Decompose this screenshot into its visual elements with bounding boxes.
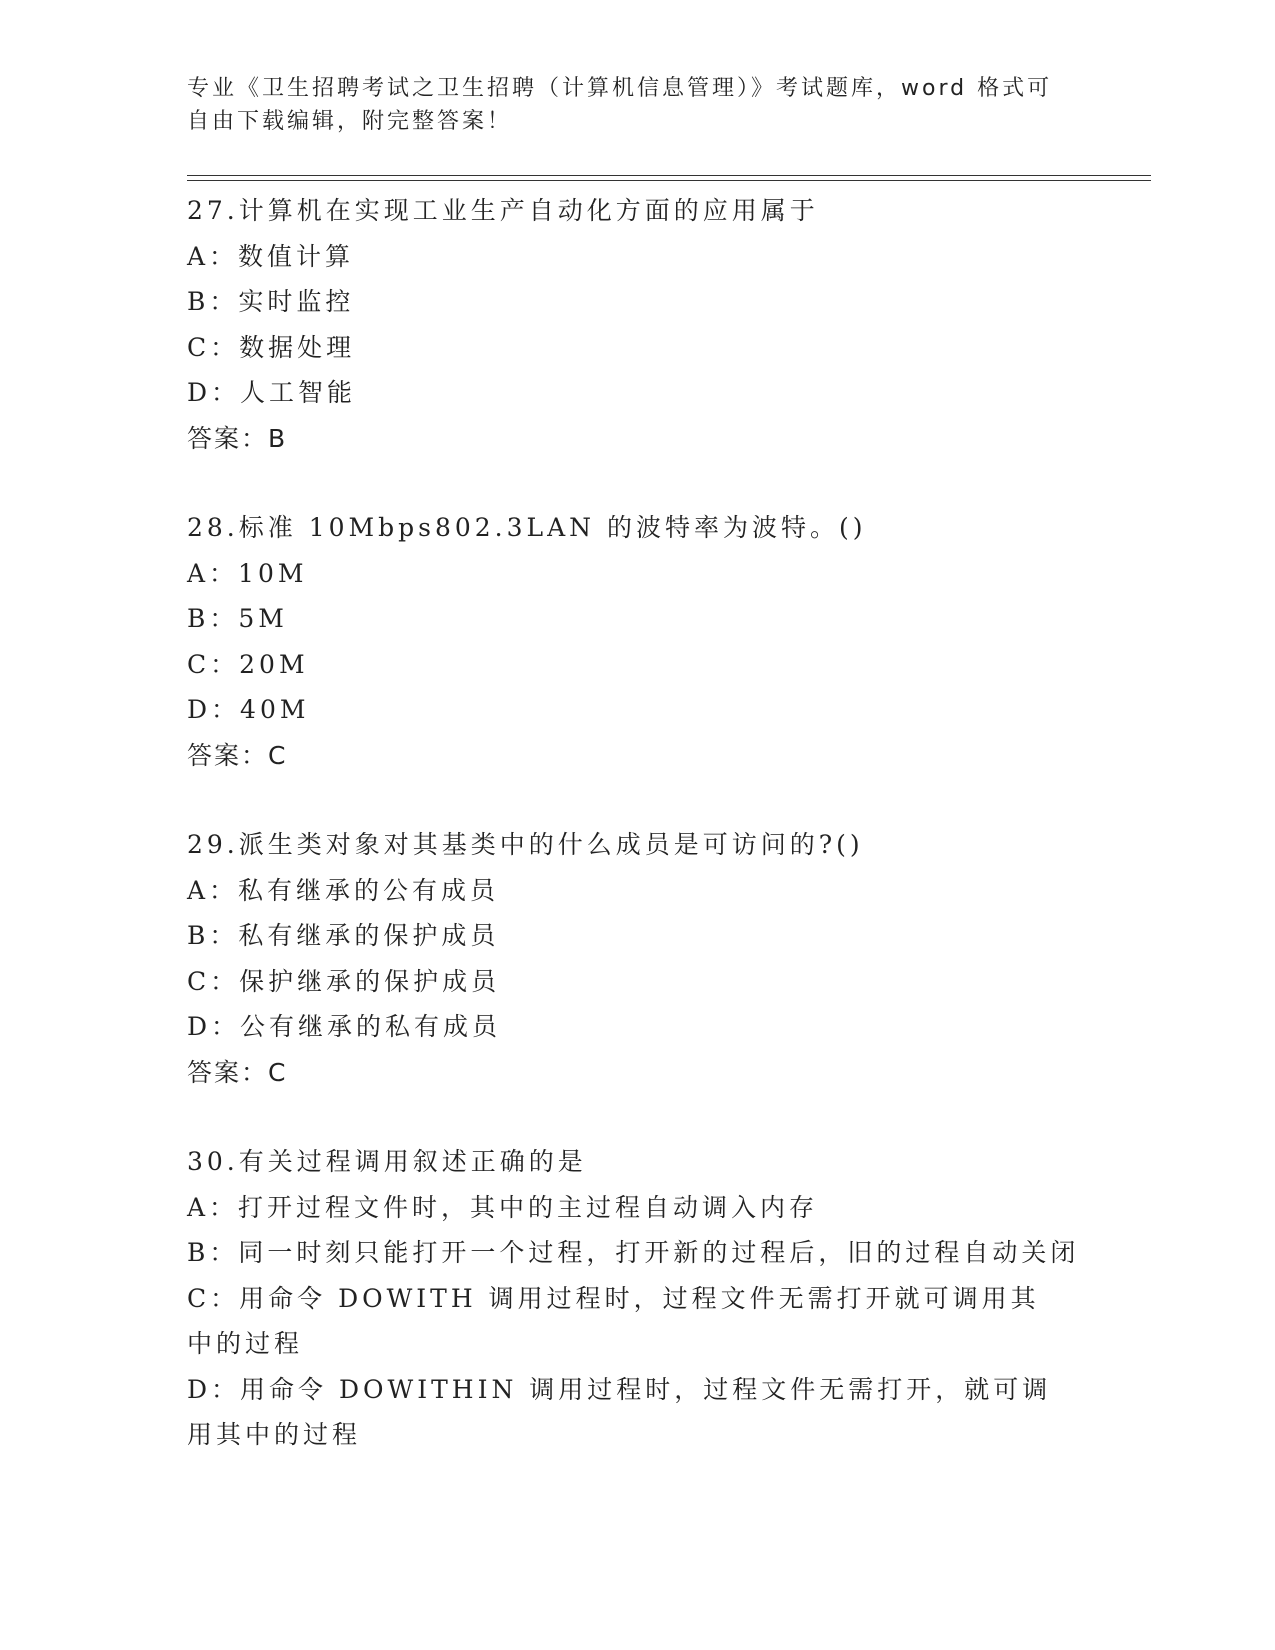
question-stem: 27.计算机在实现工业生产自动化方面的应用属于 <box>187 196 819 225</box>
answer-label: 答案：C <box>187 1057 288 1087</box>
question-28 <box>187 505 1087 778</box>
option-a: A：打开过程文件时，其中的主过程自动调入内存 <box>187 1192 819 1222</box>
option-c: C：用命令 DOWITH 调用过程时，过程文件无需打开就可调用其中的过程 <box>187 1283 1040 1358</box>
header-divider-top <box>187 175 1151 176</box>
question-29 <box>187 822 1087 1095</box>
option-b: B：实时监控 <box>187 287 355 316</box>
option-d: D：人工智能 <box>187 378 357 407</box>
option-c: C：保护继承的保护成员 <box>187 966 501 996</box>
header-divider-bottom <box>187 180 1151 181</box>
question-stem: 28.标准 10Mbps802.3LAN 的波特率为波特。() <box>187 513 867 542</box>
option-b: B：同一时刻只能打开一个过程，打开新的过程后，旧的过程自动关闭 <box>187 1238 1080 1267</box>
document-intro: 专业《卫生招聘考试之卫生招聘（计算机信息管理）》考试题库，word 格式可自由下载编辑，附完整答案！ <box>187 76 1053 134</box>
option-b: B：5M <box>187 604 288 633</box>
option-c: C：20M <box>187 649 309 679</box>
option-a: A：10M <box>187 558 308 588</box>
option-a: A：私有继承的公有成员 <box>187 875 500 905</box>
question-stem: 30.有关过程调用叙述正确的是 <box>187 1147 587 1176</box>
option-d: D：用命令 DOWITHIN 调用过程时，过程文件无需打开，就可调用其中的过程 <box>187 1374 1052 1449</box>
question-stem: 29.派生类对象对其基类中的什么成员是可访问的?() <box>187 830 864 859</box>
option-d: D：公有继承的私有成员 <box>187 1012 502 1041</box>
option-d: D：40M <box>187 695 310 724</box>
option-c: C：数据处理 <box>187 332 356 362</box>
answer-label: 答案：B <box>187 423 288 453</box>
option-a: A：数值计算 <box>187 241 355 271</box>
question-list <box>187 188 1087 1502</box>
option-b: B：私有继承的保护成员 <box>187 921 500 950</box>
question-30 <box>187 1139 1087 1458</box>
question-27 <box>187 188 1087 461</box>
answer-label: 答案：C <box>187 740 288 770</box>
